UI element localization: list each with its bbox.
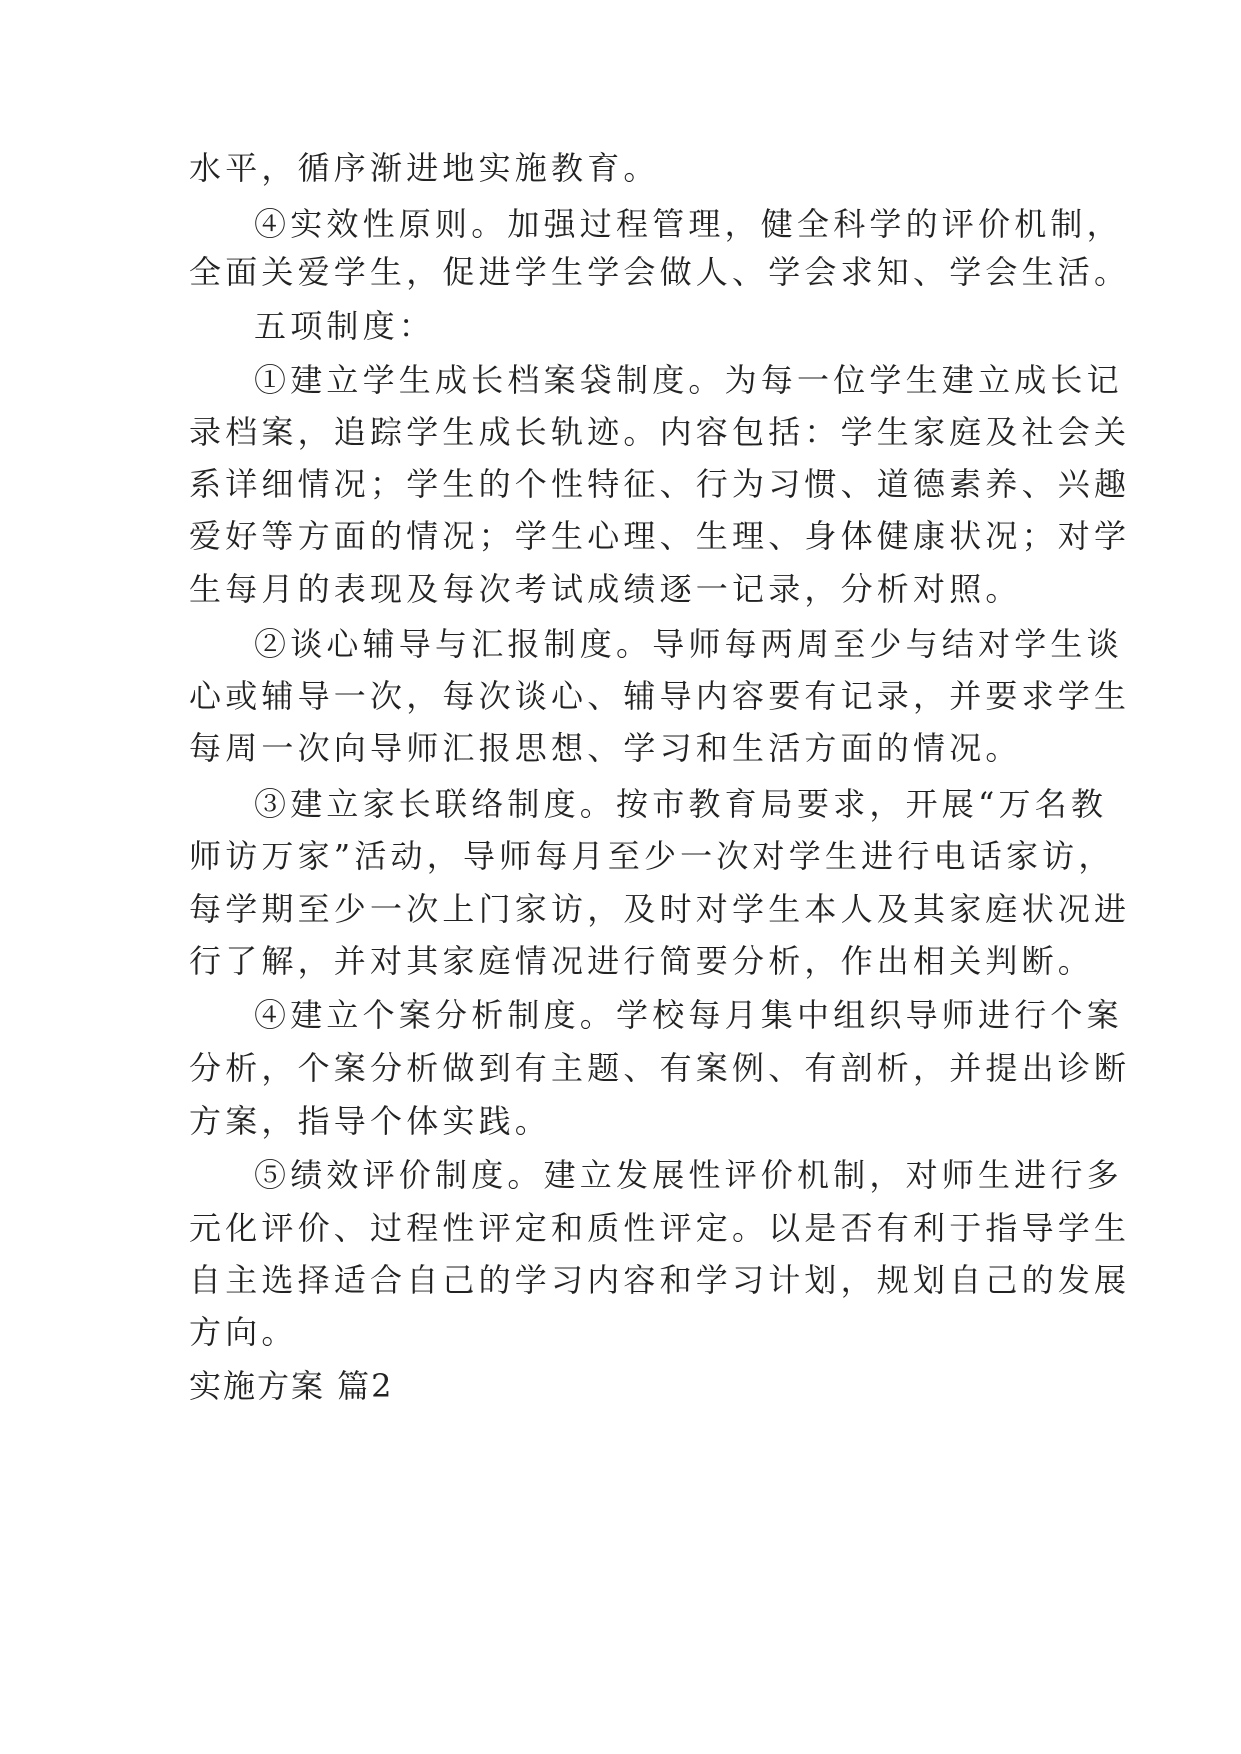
section-heading: 实施方案 篇2: [189, 1367, 394, 1405]
paragraph-line: 方案，指导个体实践。: [189, 1102, 552, 1140]
paragraph-line: 元化评价、过程性评定和质性评定。以是否有利于指导学生: [189, 1209, 1131, 1247]
paragraph-line: 师访万家”活动，导师每月至少一次对学生进行电话家访，: [189, 837, 1115, 875]
paragraph-line: ④实效性原则。加强过程管理，健全科学的评价机制，: [254, 205, 1123, 243]
paragraph-line: ④建立个案分析制度。学校每月集中组织导师进行个案: [254, 996, 1123, 1034]
paragraph-line: 系详细情况；学生的个性特征、行为习惯、道德素养、兴趣: [189, 465, 1131, 503]
paragraph-line: 分析，个案分析做到有主题、有案例、有剖析，并提出诊断: [189, 1049, 1131, 1087]
paragraph-line: 心或辅导一次，每次谈心、辅导内容要有记录，并要求学生: [189, 677, 1131, 715]
paragraph-line: 全面关爱学生，促进学生学会做人、学会求知、学会生活。: [189, 253, 1131, 291]
paragraph-line: 生每月的表现及每次考试成绩逐一记录，分析对照。: [189, 570, 1022, 608]
paragraph-line: 录档案，追踪学生成长轨迹。内容包括：学生家庭及社会关: [189, 413, 1131, 451]
paragraph-line: 五项制度：: [254, 307, 436, 345]
paragraph-line: ③建立家长联络制度。按市教育局要求，开展“万名教: [254, 785, 1108, 823]
paragraph-line: 方向。: [189, 1313, 298, 1351]
paragraph-line: 每学期至少一次上门家访，及时对学生本人及其家庭状况进: [189, 890, 1131, 928]
paragraph-line: 自主选择适合自己的学习内容和学习计划，规划自己的发展: [189, 1261, 1131, 1299]
paragraph-line: ⑤绩效评价制度。建立发展性评价机制，对师生进行多: [254, 1156, 1123, 1194]
paragraph-line: 行了解，并对其家庭情况进行简要分析，作出相关判断。: [189, 942, 1095, 980]
paragraph-line: 爱好等方面的情况；学生心理、生理、身体健康状况；对学: [189, 517, 1131, 555]
paragraph-line: ①建立学生成长档案袋制度。为每一位学生建立成长记: [254, 361, 1123, 399]
paragraph-line: 每周一次向导师汇报思想、学习和生活方面的情况。: [189, 729, 1022, 767]
paragraph-line: 水平，循序渐进地实施教育。: [189, 149, 660, 187]
paragraph-line: ②谈心辅导与汇报制度。导师每两周至少与结对学生谈: [254, 625, 1123, 663]
